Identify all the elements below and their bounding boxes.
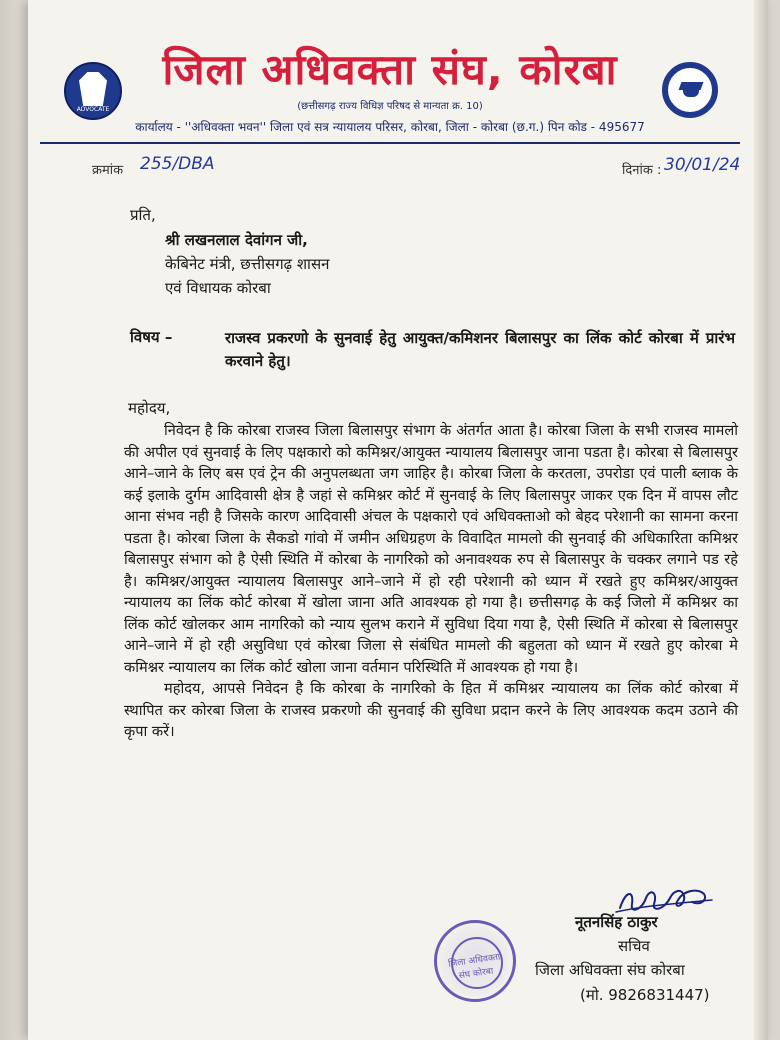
recipient-name: श्री लखनलाल देवांगन जी, <box>165 231 308 249</box>
letterhead-address: कार्यालय - ''अधिवक्ता भवन'' जिला एवं सत्र न्यायालय परिसर, कोरबा, जिला - कोरबा (छ.ग.) पिन कोड - 495677 <box>135 120 645 134</box>
organization-seal-icon <box>434 920 516 1002</box>
seal-text: जिला अधिवक्ता संघ कोरबा <box>447 952 501 982</box>
gown-icon <box>79 72 107 106</box>
letterhead-title: जिला अधिवक्ता संघ, कोरबा <box>162 45 618 94</box>
date-label: दिनांक : <box>622 163 662 178</box>
signatory-mobile: (मो. 9826831447) <box>580 986 710 1004</box>
subject-text: राजस्व प्रकरणो के सुनवाई हेतु आयुक्त/कमिशनर बिलासपुर का लिंक कोर्ट कोरबा में प्रारंभ करवाने हेतु। <box>225 329 735 370</box>
recipient-office: एवं विधायक कोरबा <box>165 279 271 297</box>
reference-number: 255/DBA <box>140 154 215 174</box>
recipient-designation: केबिनेट मंत्री, छत्तीसगढ़ शासन <box>165 255 330 273</box>
signatory-designation: सचिव <box>618 937 650 955</box>
logo-left-label: ADVOCATE <box>76 106 110 113</box>
letter-body <box>124 420 738 743</box>
signatory-organization: जिला अधिवक्ता संघ कोरबा <box>535 961 685 979</box>
body-paragraph-1: निवेदन है कि कोरबा राजस्व जिला बिलासपुर संभाग के अंतर्गत आता है। कोरबा जिला के सभी राजस्व मामलो की अपील एवं सुनवाई के लिए पक्षकारो को कमिश्नर/आयुक्त न्यायालय बिलासपुर जाना पडता है। कोरबा से बिलासपुर आने–जाने के लिए बस एवं ट्रेन की अनुपलब्धता जग जाहिर है। कोरबा जिला के करतला, उपरोडा एवं पाली ब्लाक के कई इलाके दुर्गम आदिवासी क्षेत्र है जहां से कमिश्नर कोर्ट में सुनवाई के लिए बिलासपुर जाकर एक दिन में वापस लौट आना संभव नही है जिसके कारण आदिवासी अंचल के पक्षकारो एवं अधिवक्ताओ को बेहद परेशानी का सामना करना पडता है। कोरबा जिला के सैकडो गांवो में जमीन अधिग्रहण के विवादित मामलो की सुनवाई की अधिकारिता कमिश्नर बिलासपुर संभाग को है ऐसी स्थिति में कोरबा के नागरिको को अनावश्यक रुप से बिलासपुर के चक्कर लगाने पड रहे है। कमिश्नर/आयुक्त न्यायालय बिलासपुर आने–जाने में हो रही परेशानी को ध्यान में रखते हुए कमिश्नर/आयुक्त न्यायालय का लिंक कोर्ट कोरबा में खोला जाना अति आवश्यक हो गया है। छत्तीसगढ़ के कई जिलो में कमिश्नर का लिंक कोर्ट खोलकर आम नागरिको को न्याय सुलभ कराने में सुविधा दिया गया है, ऐसी स्थिति में कोरबा से बिलासपुर आने–जाने में हो रही असुविधा एवं कोरबा जिला से संबंधित मामलो की बहुलता को ध्यान में रखते हुए कोरबा मे कमिश्नर न्यायालय का लिंक कोर्ट खोला जाना वर्तमान परिस्थिति में आवश्यक हो गया है। <box>124 422 738 676</box>
recipient-prefix: प्रति, <box>130 206 156 224</box>
header-divider <box>40 142 740 144</box>
signatory-name: नूतनसिंह ठाकुर <box>575 913 658 931</box>
body-paragraph-2: महोदय, आपसे निवेदन है कि कोरबा के नागरिको के हित में कमिश्नर न्यायालय का लिंक कोर्ट कोरबा में स्थापित कर कोरबा जिला के राजस्व प्रकरणो की सुनवाई की सुविधा प्रदान करने के लिए आवश्यक कदम उठाने की कृपा करें। <box>124 680 738 740</box>
graduation-cap-logo-icon <box>662 62 718 118</box>
subject-label: विषय – <box>130 328 173 346</box>
paper-right-edge <box>754 0 768 1040</box>
background-edge <box>0 0 28 1040</box>
letterhead-subtitle: (छत्तीसगढ़ राज्य विधिज्ञ परिषद से मान्यता क्र. 10) <box>297 101 483 112</box>
reference-label: क्रमांक <box>92 163 124 178</box>
advocate-gown-logo-icon <box>64 62 122 120</box>
salutation: महोदय, <box>128 399 171 417</box>
date-value: 30/01/24 <box>664 155 741 175</box>
